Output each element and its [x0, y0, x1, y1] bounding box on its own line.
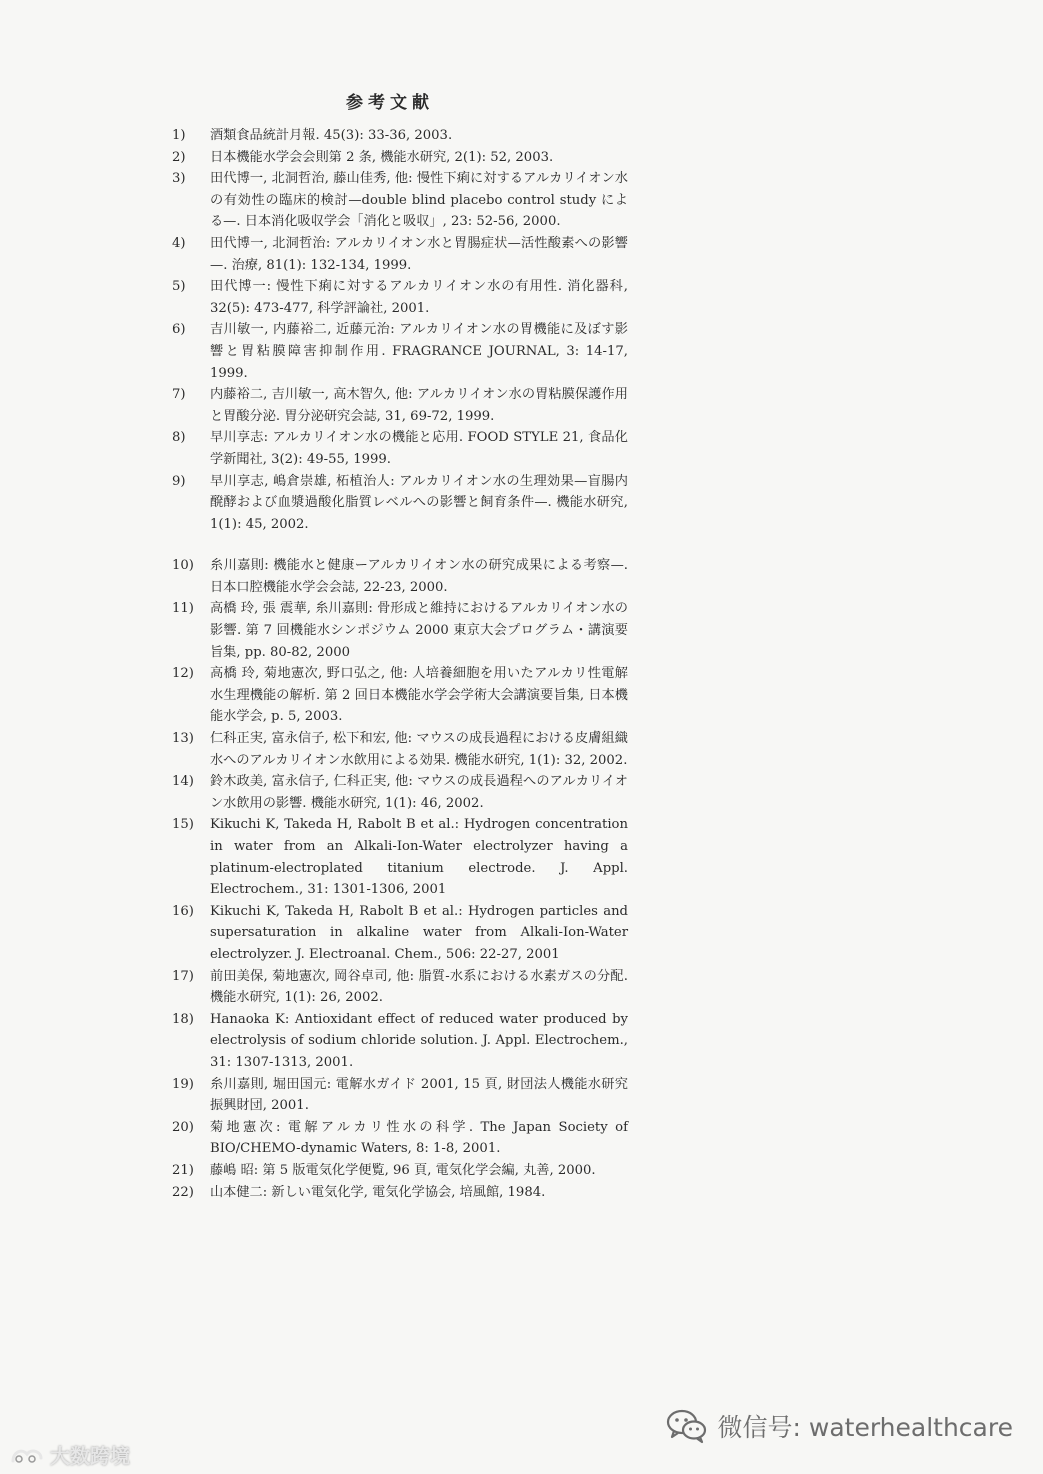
reference-list: [168, 125, 628, 1203]
reference-item: [168, 901, 628, 966]
reference-number: 18): [172, 1011, 194, 1027]
reference-text: 鈴木政美, 富永信子, 仁科正実, 他: マウスの成長過程へのアルカリイオン水飲用の影響. 機能水研究, 1(1): 46, 2002.: [210, 774, 628, 811]
reference-text: 早川享志: アルカリイオン水の機能と応用. FOOD STYLE 21, 食品化学新聞社, 3(2): 49-55, 1999.: [210, 430, 628, 467]
reference-item: [168, 276, 628, 319]
reference-item: [168, 384, 628, 427]
reference-text: 高橋 玲, 菊地憲次, 野口弘之, 他: 人培養細胞を用いたアルカリ性電解水生理機能の解析. 第 2 回日本機能水学会学術大会講演要旨集, 日本機能水学会, p. 5, 2003.: [210, 666, 628, 725]
reference-text: 仁科正実, 富永信子, 松下和宏, 他: マウスの成長過程における皮膚組織水へのアルカリイオン水飲用による効果. 機能水研究, 1(1): 32, 2002.: [210, 731, 628, 768]
brand-logo: [10, 1440, 130, 1469]
reference-number: 13): [172, 731, 194, 747]
reference-number: 19): [172, 1076, 194, 1092]
reference-number: 12): [172, 666, 194, 682]
reference-item: [168, 471, 628, 536]
reference-item: [168, 555, 628, 598]
wechat-watermark: [666, 1408, 1013, 1444]
reference-number: 17): [172, 968, 194, 984]
reference-number: 2): [172, 149, 186, 165]
reference-item: [168, 1160, 628, 1182]
reference-item: [168, 663, 628, 728]
reference-item: [168, 125, 628, 147]
reference-text: 吉川敏一, 内藤裕二, 近藤元治: アルカリイオン水の胃機能に及ぼす影響と胃粘膜障害抑制作用. FRAGRANCE JOURNAL, 3: 14-17, 1999.: [210, 322, 628, 381]
reference-item: [168, 814, 628, 900]
reference-text: 糸川嘉則, 堀田国元: 電解水ガイド 2001, 15 頁, 財団法人機能水研究振興財団, 2001.: [210, 1076, 628, 1114]
reference-text: 藤嶋 昭: 第 5 版電気化学便覧, 96 頁, 電気化学会編, 丸善, 2000.: [210, 1162, 596, 1178]
reference-number: 6): [172, 322, 186, 338]
reference-text: Kikuchi K, Takeda H, Rabolt B et al.: Hydrogen concentration in water from an Alkali-Ion-Water electrolyzer having a platinum-electroplated titanium electrode. J. Appl. Electrochem., 31: 1301-1306, 2001: [210, 817, 628, 898]
reference-item: [168, 1009, 628, 1074]
reference-number: 8): [172, 430, 186, 446]
reference-item: [168, 233, 628, 276]
reference-text: 早川享志, 嶋倉崇雄, 柘植治人: アルカリイオン水の生理効果—盲腸内醗酵および血漿過酸化脂質レベルへの影響と飼育条件—. 機能水研究, 1(1): 45, 2002.: [210, 473, 628, 532]
reference-text: 田代博一, 北洞哲治, 藤山佳秀, 他: 慢性下痢に対するアルカリイオン水の有効性の臨床的検討—double blind placebo control study による—. 日本消化吸収学会「消化と吸収」, 23: 52-56, 2000.: [210, 171, 628, 230]
reference-text: 菊地憲次: 電解アルカリ性水の科学. The Japan Society of BIO/CHEMO-dynamic Waters, 8: 1-8, 2001.: [210, 1119, 628, 1157]
reference-text: Kikuchi K, Takeda H, Rabolt B et al.: Hydrogen particles and supersaturation in alkaline water from Alkali-Ion-Water electrolyzer. J. Electroanal. Chem., 506: 22-27, 2001: [210, 903, 628, 962]
reference-item: [168, 598, 628, 663]
reference-number: 10): [172, 558, 194, 574]
reference-text: 糸川嘉則: 機能水と健康ーアルカリイオン水の研究成果による考察—. 日本口腔機能水学会会誌, 22-23, 2000.: [210, 558, 628, 595]
reference-text: 酒類食品統計月報. 45(3): 33-36, 2003.: [210, 128, 453, 143]
wechat-icon: [666, 1408, 708, 1444]
reference-item: [168, 1117, 628, 1160]
reference-item: [168, 966, 628, 1009]
reference-item: [168, 1074, 628, 1117]
reference-item: [168, 728, 628, 771]
reference-number: 5): [172, 279, 186, 295]
reference-number: 4): [172, 235, 186, 251]
reference-number: 16): [172, 903, 194, 919]
reference-item: [168, 771, 628, 814]
reference-text: 高橋 玲, 張 震華, 糸川嘉則: 骨形成と維持におけるアルカリイオン水の影響. 第 7 回機能水シンポジウム 2000 東京大会プログラム・講演要旨集, pp. 80-82, 2000: [210, 601, 628, 660]
reference-number: 9): [172, 473, 186, 489]
reference-text: Hanaoka K: Antioxidant effect of reduced water produced by electrolysis of sodium chloride solution. J. Appl. Electrochem., 31: 1307-1313, 2001.: [210, 1011, 628, 1070]
reference-number: 20): [172, 1119, 194, 1135]
reference-number: 21): [172, 1162, 194, 1178]
brand-text: 大数跨境: [50, 1444, 130, 1468]
reference-number: 3): [172, 171, 186, 187]
brand-logo-icon: [10, 1444, 44, 1466]
reference-text: 山本健二: 新しい電気化学, 電気化学協会, 培風館, 1984.: [210, 1184, 546, 1200]
reference-number: 1): [172, 128, 186, 143]
reference-item: [168, 427, 628, 470]
reference-item: [168, 147, 628, 169]
reference-number: 15): [172, 817, 194, 833]
reference-number: 11): [172, 601, 194, 617]
page-title: 参考文献: [346, 93, 434, 113]
wechat-id-text: 微信号: waterhealthcare: [717, 1413, 1013, 1442]
reference-item: [168, 168, 628, 233]
reference-text: 田代博一, 北洞哲治: アルカリイオン水と胃腸症状—活性酸素への影響—. 治療, 81(1): 132-134, 1999.: [210, 235, 628, 273]
reference-number: 22): [172, 1184, 194, 1200]
reference-text: 内藤裕二, 吉川敏一, 高木智久, 他: アルカリイオン水の胃粘膜保護作用と胃酸分泌. 胃分泌研究会誌, 31, 69-72, 1999.: [210, 387, 628, 424]
reference-text: 前田美保, 菊地憲次, 岡谷卓司, 他: 脂質-水系における水素ガスの分配. 機能水研究, 1(1): 26, 2002.: [210, 968, 628, 1006]
reference-item: [168, 1182, 628, 1204]
reference-text: 田代博一: 慢性下痢に対するアルカリイオン水の有用性. 消化器科, 32(5): 473-477, 科学評論社, 2001.: [210, 279, 628, 316]
reference-item: [168, 319, 628, 384]
reference-text: 日本機能水学会会則第 2 条, 機能水研究, 2(1): 52, 2003.: [210, 149, 554, 165]
reference-number: 14): [172, 774, 194, 790]
reference-number: 7): [172, 387, 186, 403]
